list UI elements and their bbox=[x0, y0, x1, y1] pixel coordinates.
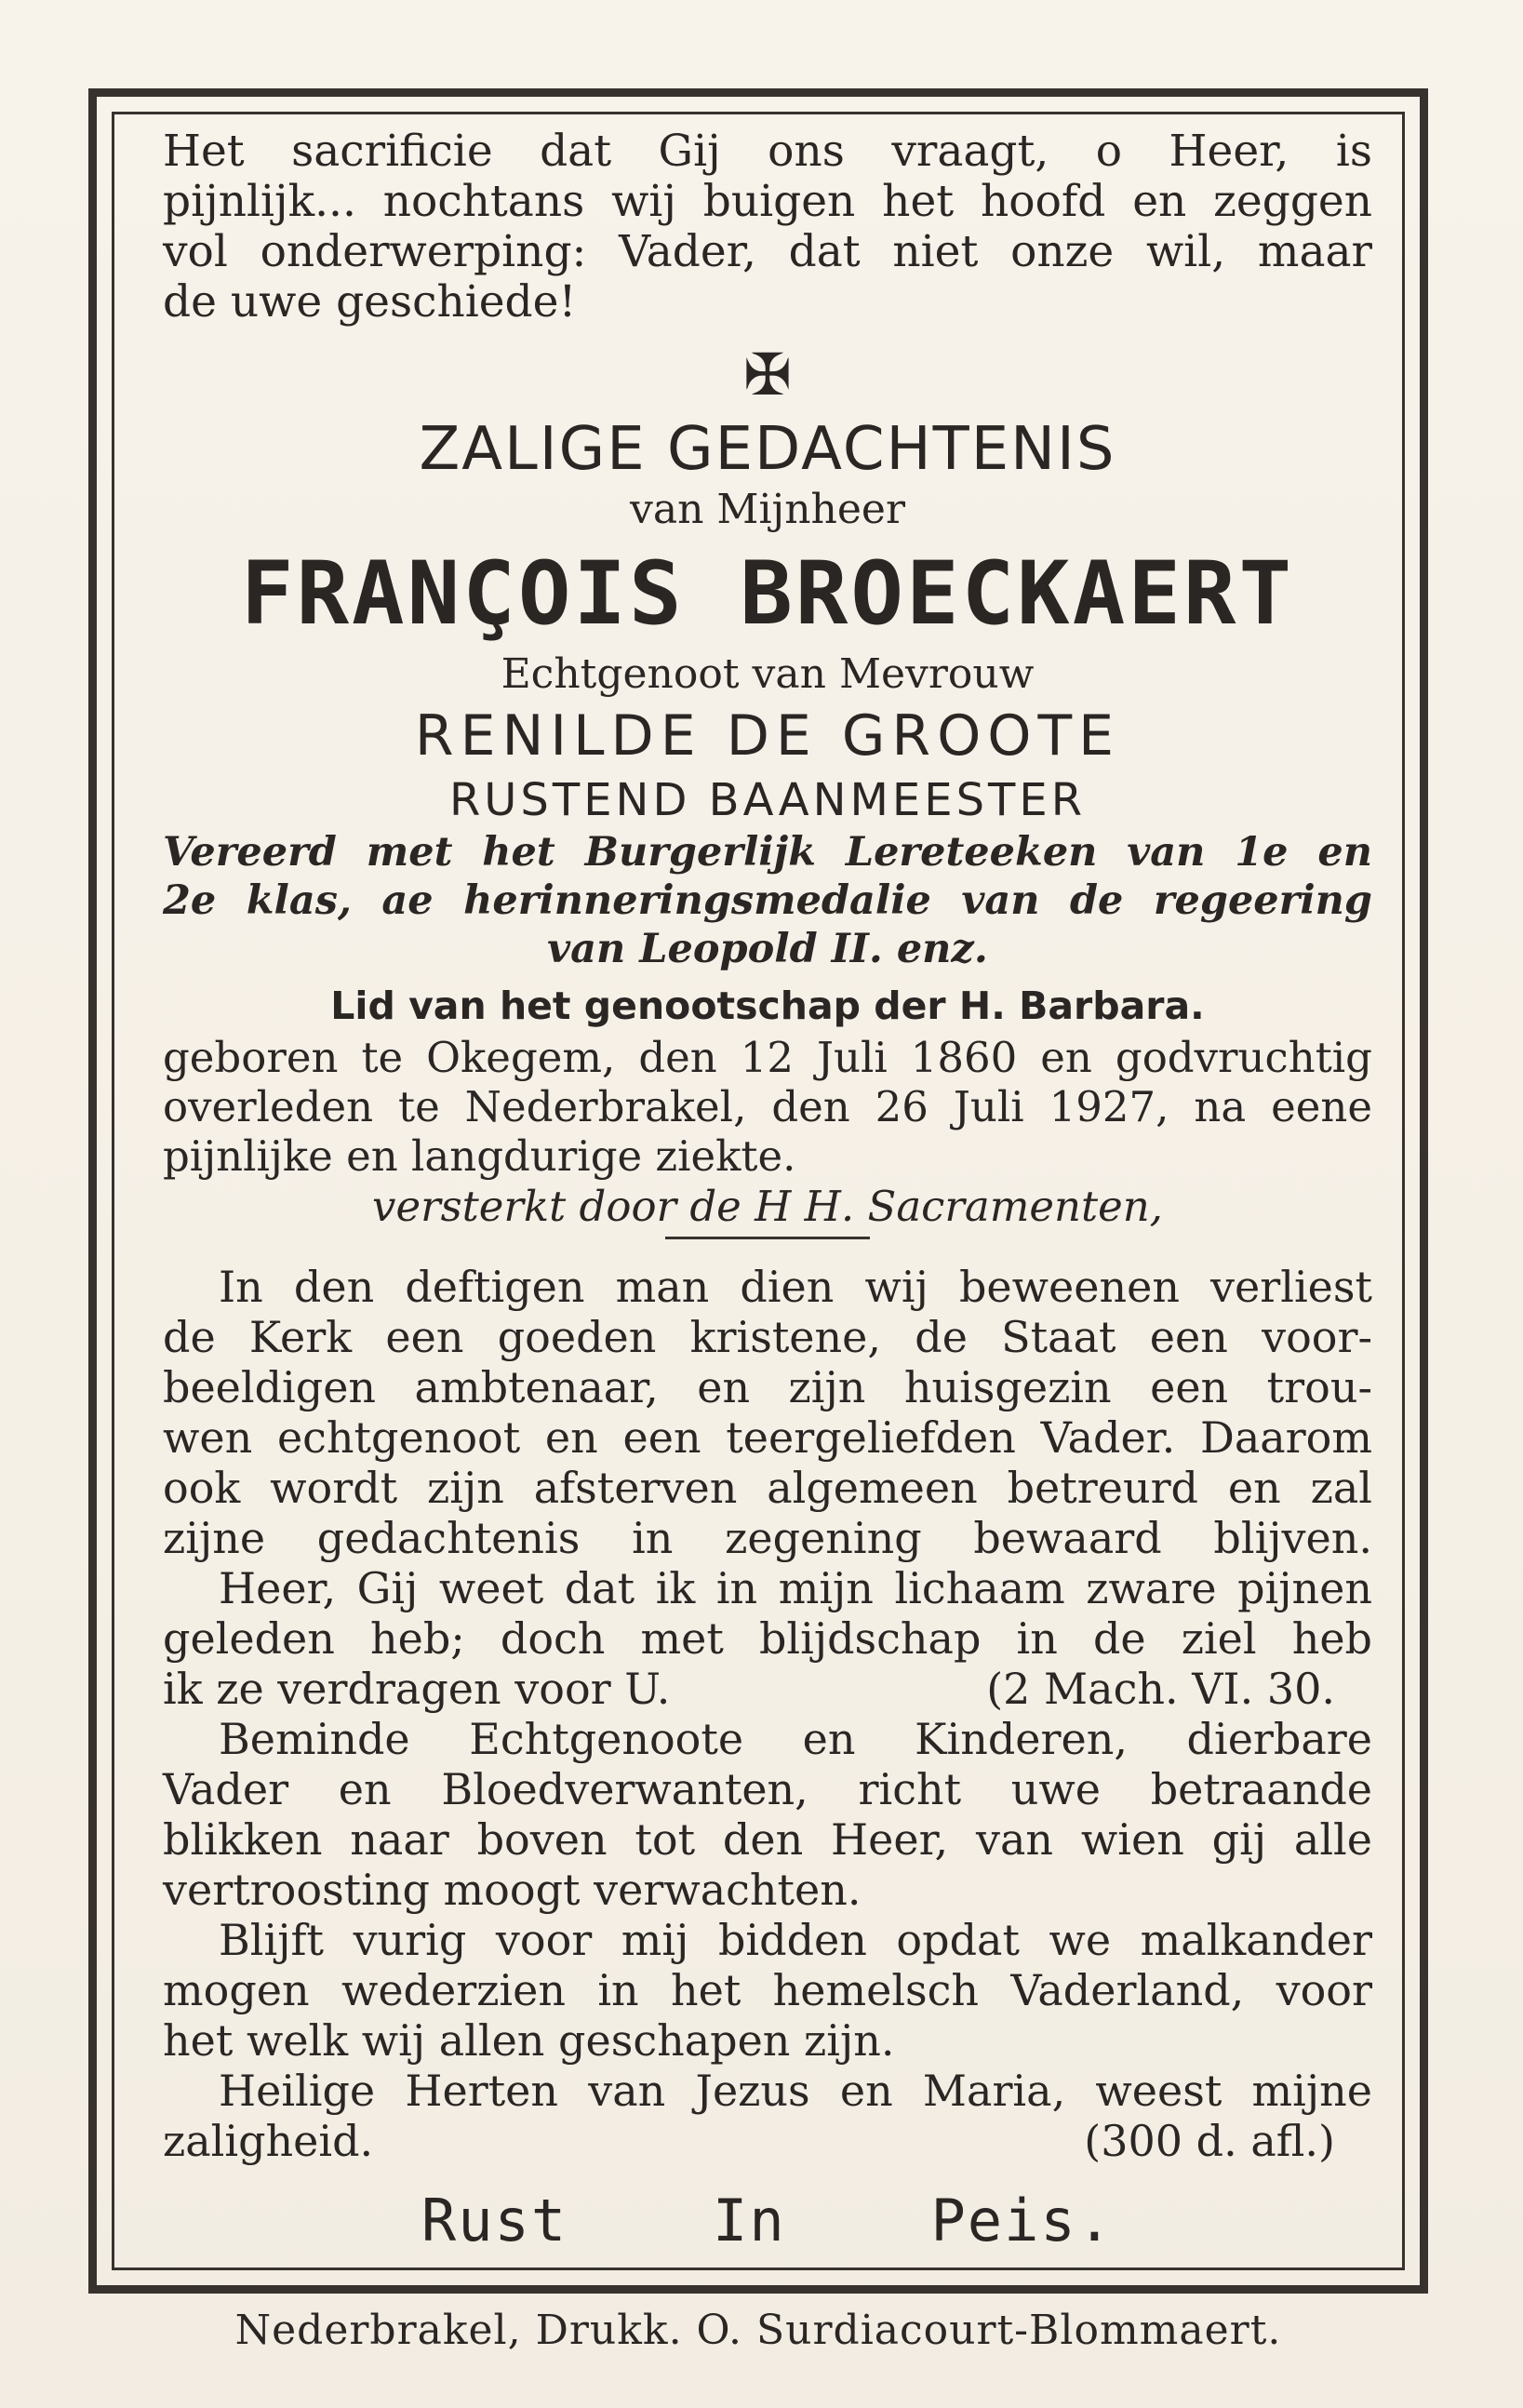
rip-word: Peis. bbox=[930, 2187, 1115, 2254]
rest-in-peace bbox=[349, 2188, 1186, 2254]
printer-imprint: Nederbrakel, Drukk. O. Surdiacourt-Blommaert. bbox=[234, 2307, 1282, 2354]
invocation-last-row bbox=[163, 2116, 1372, 2166]
birth-line: pijnlijke en langdurige ziekte. bbox=[163, 1131, 796, 1181]
request-line: het welk wij allen geschapen zijn. bbox=[163, 2015, 895, 2066]
eulogy-line: zijne gedachtenis in zegening bewaard blijven. bbox=[163, 1513, 1372, 1563]
scripture-line: Heer, Gij weet dat ik in mijn lichaam zware pijnen bbox=[219, 1563, 1372, 1613]
scripture-line: geleden heb; doch met blijdschap in de ziel heb bbox=[163, 1613, 1372, 1664]
prayer-line: pijnlijk... nochtans wij buigen het hoofd en zeggen bbox=[163, 176, 1372, 227]
prayer-line: de uwe geschiede! bbox=[163, 276, 577, 328]
honorific: van Mijnheer bbox=[630, 486, 905, 533]
society-membership: Lid van het genootschap der H. Barbara. bbox=[330, 983, 1205, 1028]
prayer-line: Het sacrificie dat Gij ons vraagt, o Heer, is bbox=[163, 126, 1372, 177]
eulogy-line: beeldigen ambtenaar, en zijn huisgezin een trou- bbox=[163, 1362, 1372, 1412]
eulogy-line: In den deftigen man dien wij beweenen verliest bbox=[219, 1262, 1372, 1312]
eulogy-text bbox=[163, 1262, 1372, 2166]
honors-line: 2e klas, ae herinneringsmedalie van de regeering bbox=[163, 877, 1372, 924]
scripture-line: ik ze verdragen voor U. bbox=[163, 1664, 671, 1714]
family-line: Beminde Echtgenoote en Kinderen, dierbare bbox=[219, 1714, 1372, 1764]
family-line: blikken naar boven tot den Heer, van wien gij alle bbox=[163, 1814, 1372, 1865]
rip-word: In bbox=[713, 2187, 786, 2254]
honors-line: Vereerd met het Burgerlijk Lereteeken van 1e en bbox=[163, 829, 1372, 876]
indulgence-note: (300 d. afl.) bbox=[1084, 2116, 1335, 2166]
invocation-line: zaligheid. bbox=[163, 2116, 374, 2166]
request-line: mogen wederzien in het hemelsch Vaderland, voor bbox=[163, 1965, 1372, 2015]
eulogy-line: ook wordt zijn afsterven algemeen betreurd en zal bbox=[163, 1463, 1372, 1513]
birth-death-text bbox=[163, 1033, 1372, 1181]
birth-line: overleden te Nederbrakel, den 26 Juli 1927, na eene bbox=[163, 1082, 1372, 1131]
scripture-reference: (2 Mach. VI. 30. bbox=[986, 1664, 1335, 1714]
honors-line: van Leopold II. enz. bbox=[547, 926, 988, 972]
memorial-heading: ZALIGE GEDACHTENIS bbox=[419, 415, 1116, 484]
honors-text bbox=[163, 828, 1372, 973]
deceased-name: FRANÇOIS BROECKAERT bbox=[240, 543, 1295, 645]
eulogy-line: de Kerk een goeden kristene, de Staat een voor- bbox=[163, 1312, 1372, 1362]
scripture-last-row bbox=[163, 1664, 1372, 1714]
family-line: vertroosting moogt verwachten. bbox=[163, 1865, 862, 1915]
spouse-name: RENILDE DE GROOTE bbox=[414, 703, 1121, 769]
cross-icon: ✠ bbox=[743, 341, 792, 408]
birth-line: geboren te Okegem, den 12 Juli 1860 en godvruchtig bbox=[163, 1033, 1372, 1082]
opening-prayer bbox=[163, 127, 1372, 328]
rip-word: Rust bbox=[421, 2187, 568, 2254]
request-line: Blijft vurig voor mij bidden opdat we malkander bbox=[219, 1915, 1372, 1965]
divider-rule bbox=[665, 1237, 870, 1239]
card-content bbox=[163, 121, 1372, 2254]
prayer-line: vol onderwerping: Vader, dat niet onze wil, maar bbox=[163, 226, 1372, 277]
occupation: RUSTEND BAANMEESTER bbox=[448, 774, 1087, 826]
sacraments-line: versterkt door de H H. Sacramenten, bbox=[372, 1182, 1163, 1231]
invocation-line: Heilige Herten van Jezus en Maria, weest mijne bbox=[219, 2066, 1372, 2116]
spouse-intro: Echtgenoot van Mevrouw bbox=[501, 650, 1035, 698]
family-line: Vader en Bloedverwanten, richt uwe betraande bbox=[163, 1764, 1372, 1814]
eulogy-line: wen echtgenoot en een teergeliefden Vader. Daarom bbox=[163, 1412, 1372, 1463]
